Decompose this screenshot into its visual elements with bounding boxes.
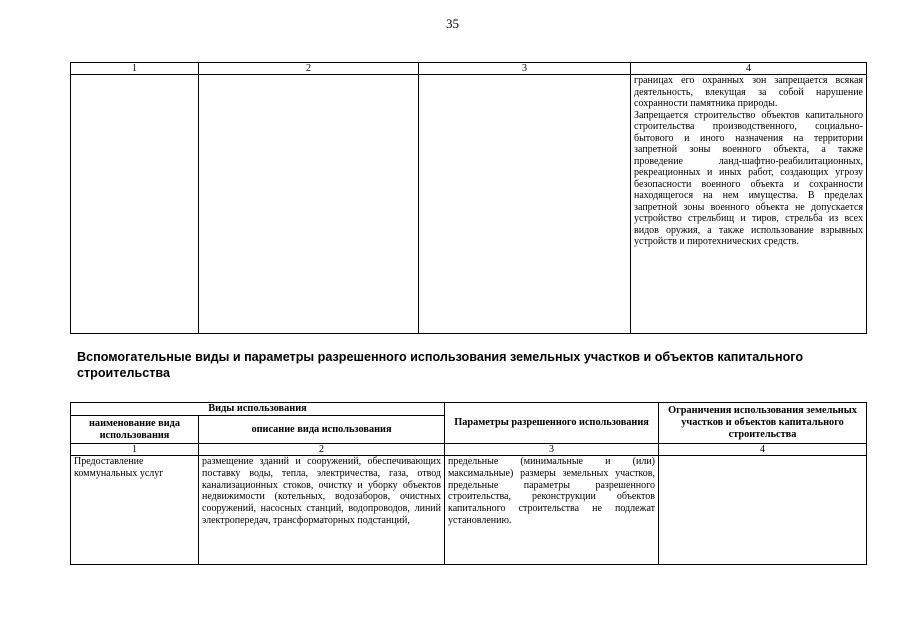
column-number: 4 [631,63,867,75]
page-number: 35 [446,16,459,31]
header-usage-description: описание вида использования [199,416,445,444]
section-heading: Вспомогательные виды и параметры разрешенного использования земельных участков и объектов капитального строительства [77,350,804,380]
column-number: 1 [71,444,199,456]
header-usage-name: наименование вида использования [71,416,199,444]
restrictions-cell [659,456,867,565]
table-row [71,456,867,565]
empty-cell [71,75,199,334]
continued-table [70,62,867,334]
table-row [71,75,867,334]
header-usage-types: Виды использования [71,403,445,416]
usage-name-cell: Предоставление коммунальных услуг [71,456,199,565]
parameters-cell: предельные (минимальные и (или) максимальные) размеры земельных участков, предельные параметры разрешенного строительства, реконструкции объектов капитального строительства не подлежат установлению. [445,456,659,565]
header-restrictions: Ограничения использования земельных участков и объектов капитального строительства [659,403,867,444]
column-number-row [71,444,867,456]
column-number: 2 [199,444,445,456]
empty-cell [199,75,419,334]
restrictions-text: границах его охранных зон запрещается всякая деятельность, влекущая за собой нарушение сохранности памятника природы. Запрещается строительство объектов капитального строительства производственного, социально-бытового и иного назначения на территории запретной зоны военного объекта, а также проведение ланд-шафтно-реабилитационных, рекреационных и иных работ, создающих угрозу безопасности военного объекта и сохранности находящегося на нем имущества. В пределах запретной зоны военного объекта не допускается устройство стрельбищ и тиров, стрельба из всех видов оружия, а также использование взрывных устройств и пиротехнических средств. [631,75,867,334]
column-number: 1 [71,63,199,75]
empty-cell [419,75,631,334]
column-number: 3 [419,63,631,75]
usage-description-cell: размещение зданий и сооружений, обеспечивающих поставку воды, тепла, электричества, газа, отвод канализационных стоков, очистку и уборку объектов недвижимости (котельных, водозаборов, очистных сооружений, насосных станций, водопроводов, линий электропередач, трансформаторных подстанций, [199,456,445,565]
column-number: 3 [445,444,659,456]
auxiliary-uses-table [70,402,867,565]
column-number-row [71,63,867,75]
header-parameters: Параметры разрешенного использования [445,403,659,444]
header-row [71,403,867,416]
column-number: 4 [659,444,867,456]
column-number: 2 [199,63,419,75]
